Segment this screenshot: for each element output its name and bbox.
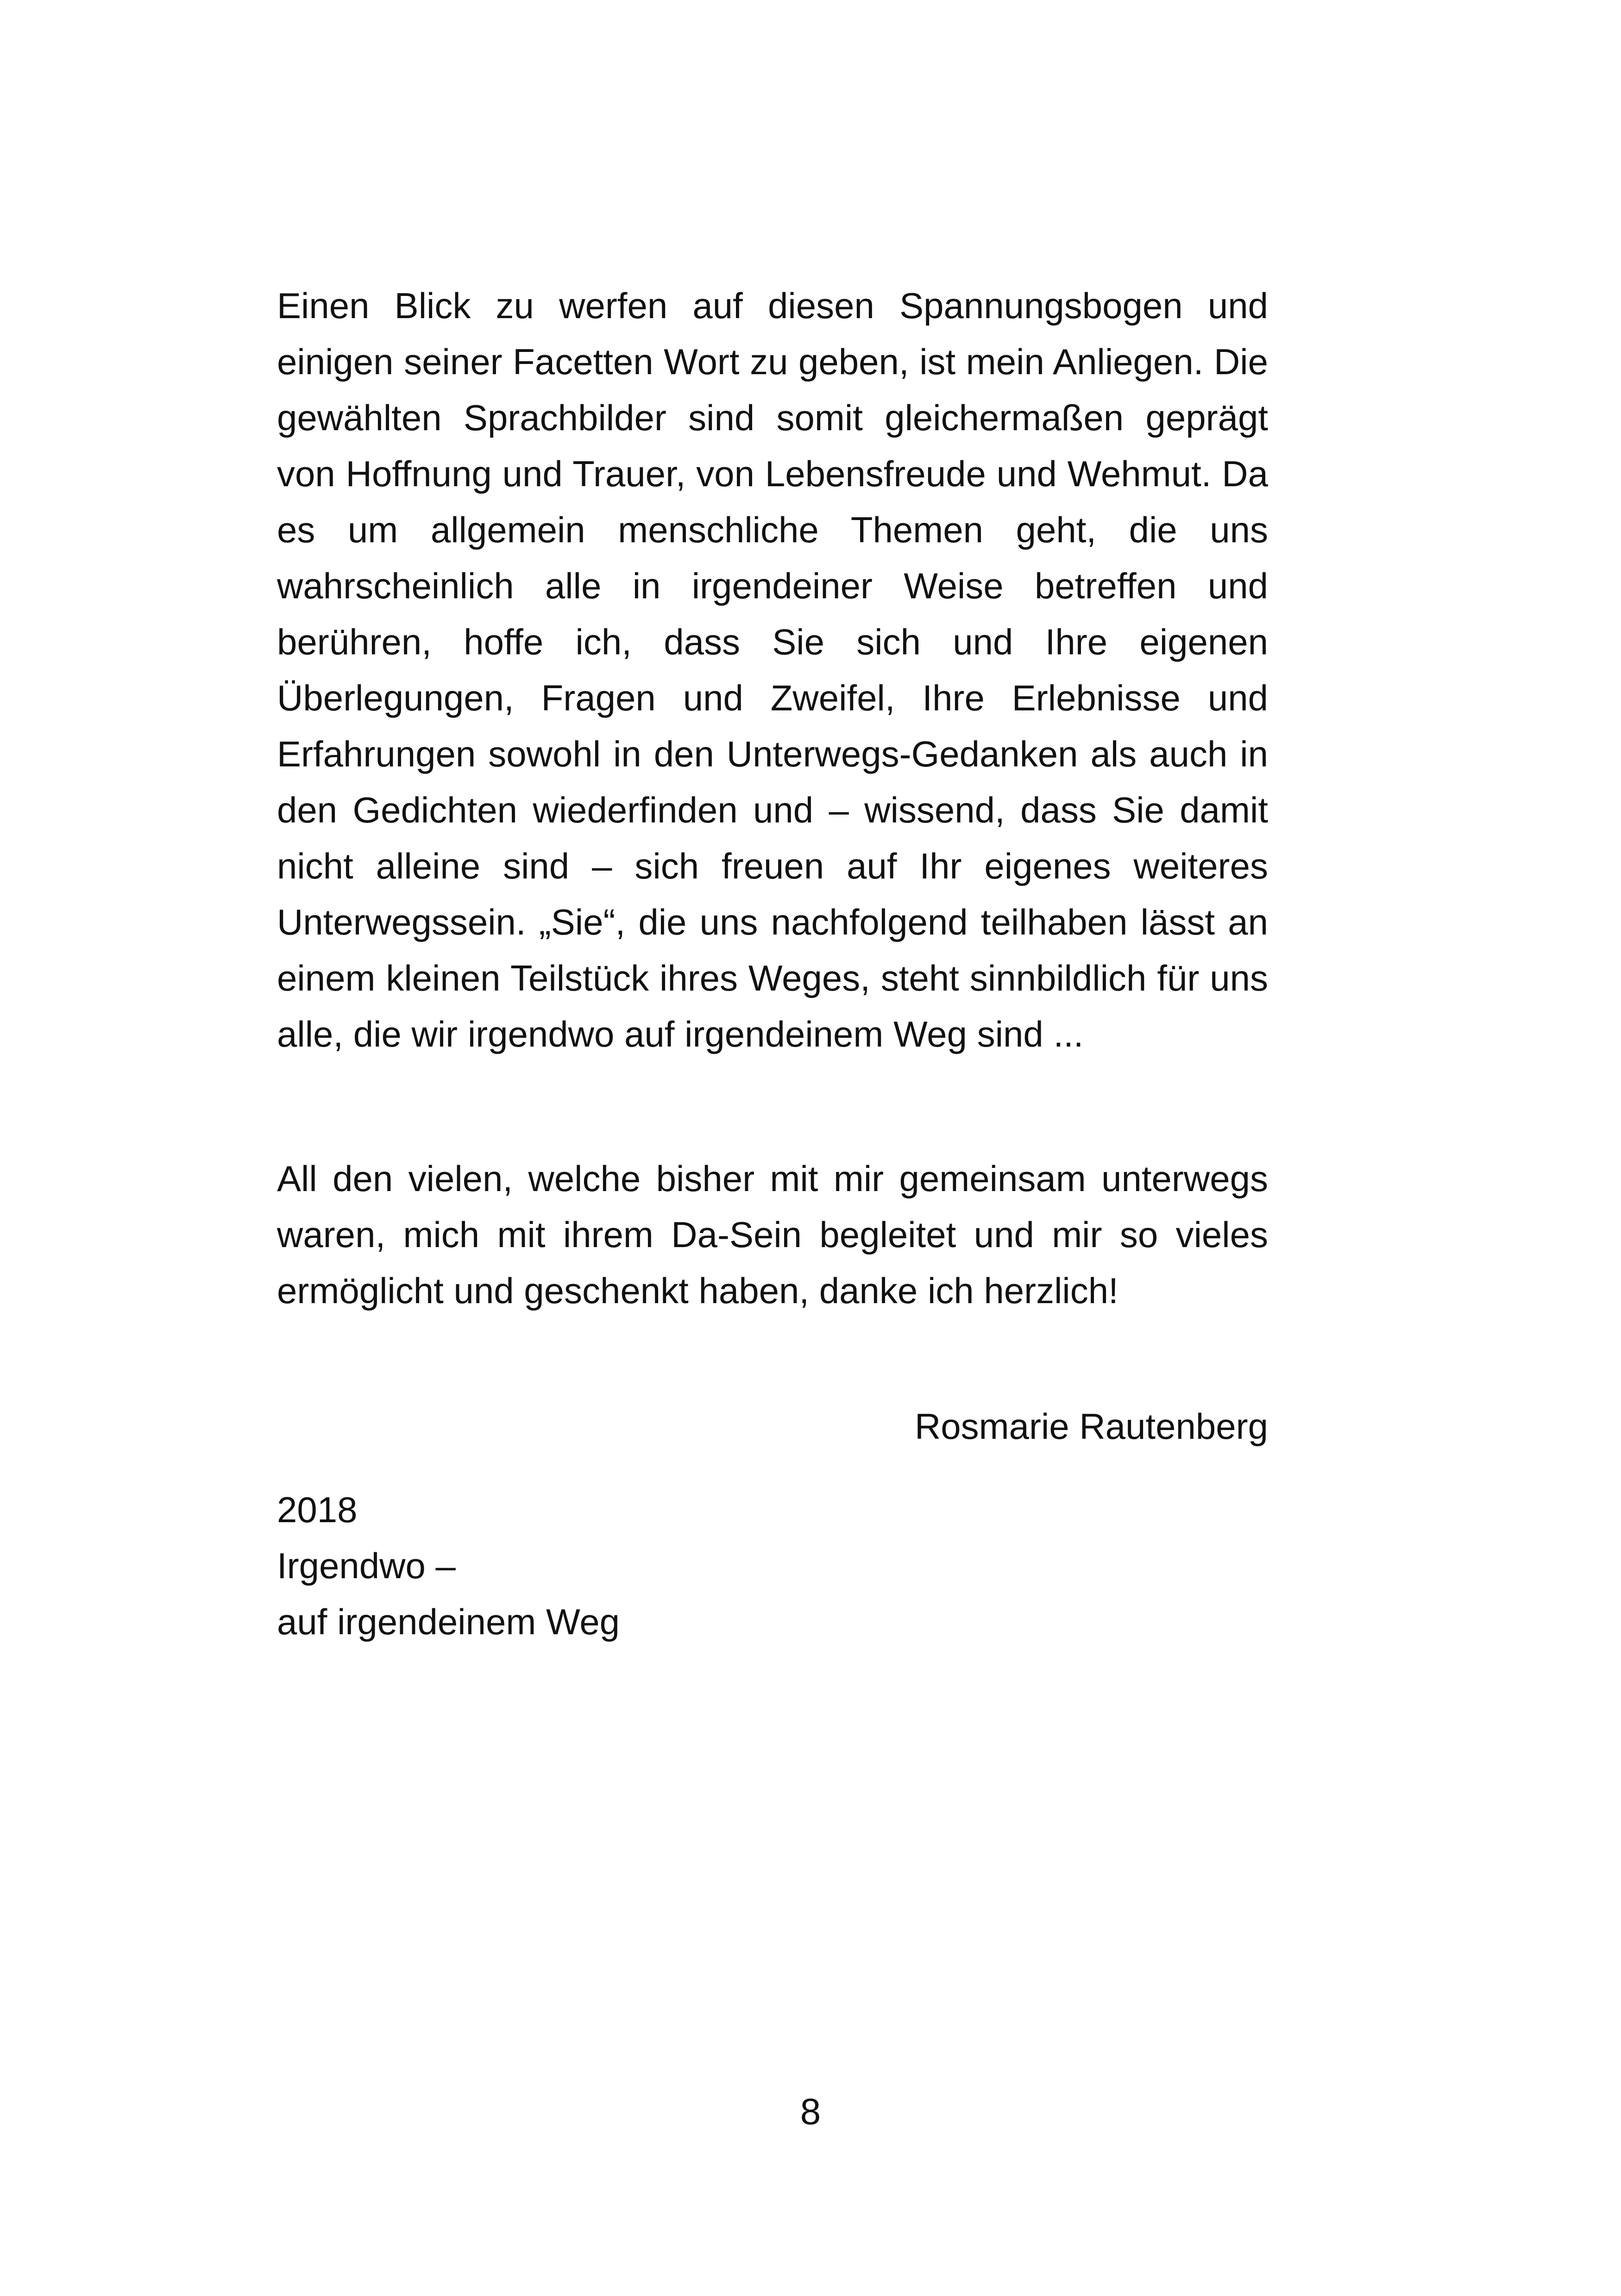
body-paragraph-2: All den vielen, welche bisher mit mir gemeinsam unterwegs waren, mich mit ihrem Da-Sein begleitet und mir so vieles ermöglicht und geschenkt haben, danke ich herzlich! (277, 1158, 1268, 1311)
page-number: 8 (800, 2091, 821, 2132)
closing-year: 2018 (277, 1489, 358, 1530)
author-signature: Rosmarie Rautenberg (914, 1406, 1268, 1447)
closing-line-2: auf irgendeinem Weg (277, 1601, 620, 1642)
body-paragraph-1: Einen Blick zu werfen auf diesen Spannungsbogen und einigen seiner Facetten Wort zu geben, ist mein Anliegen. Die gewählten Sprachbilder sind somit gleichermaßen geprägt von Hoffnung und Trauer, von Lebensfreude und Wehmut. Da es um allgemein menschliche Themen geht, die uns wahrscheinlich alle in irgendeiner Weise betreffen und berühren, hoffe ich, dass Sie sich und Ihre eigenen Überlegungen, Fragen und Zweifel, Ihre Erlebnisse und Erfahrungen sowohl in den Unterwegs-Gedanken als auch in den Gedichten wiederfinden und – wissend, dass Sie damit nicht alleine sind – sich freuen auf Ihr eigenes weiteres Unterwegssein. „Sie“, die uns nachfolgend teilhaben lässt an einem kleinen Teilstück ihres Weges, steht sinnbildlich für uns alle, die wir irgendwo auf irgendeinem Weg sind ... (277, 285, 1268, 1054)
closing-line-1: Irgendwo – (277, 1545, 456, 1586)
closing-note (277, 1482, 925, 1650)
